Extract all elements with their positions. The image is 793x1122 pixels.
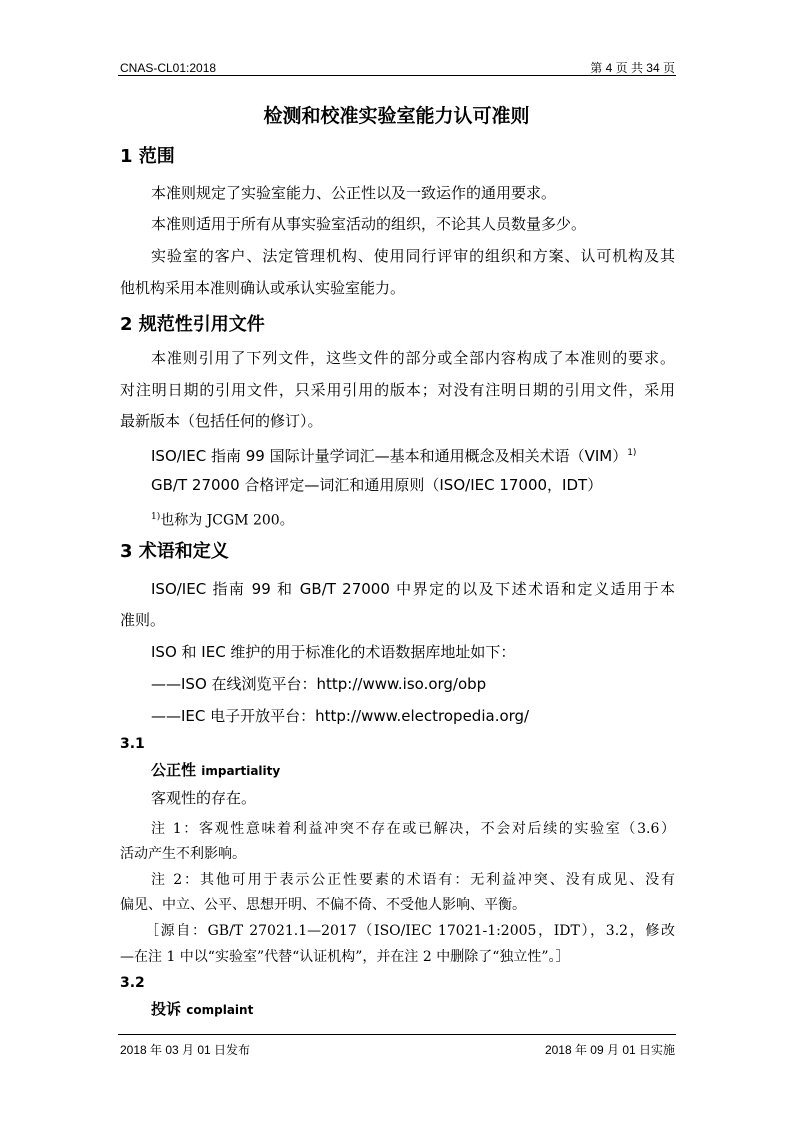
paragraph: 本准则引用了下列文件，这些文件的部分或全部内容构成了本准则的要求。: [151, 349, 675, 367]
footnote-text: 也称为 JCGM 200。: [160, 512, 294, 529]
footer-effective-date: 2018 年 09 月 01 日实施: [544, 1043, 675, 1057]
note: 注 2：其他可用于表示公正性要素的术语有：无利益冲突、没有成见、没有: [151, 872, 675, 888]
header-rule: [118, 75, 676, 76]
iso-link-line[interactable]: ——ISO 在线浏览平台：http://www.iso.org/obp: [151, 675, 487, 693]
header-doc-id: CNAS-CL01:2018: [120, 61, 217, 75]
header-page-info: 第 4 页 共 34 页: [590, 61, 675, 75]
section-2-heading: 2 规范性引用文件: [120, 314, 265, 335]
paragraph: ISO/IEC 指南 99 和 GB/T 27000 中界定的以及下述术语和定义适用于本: [151, 580, 675, 598]
term-number: 3.1: [120, 736, 145, 752]
term-definition: 客观性的存在。: [151, 789, 257, 807]
note: 活动产生不利影响。: [120, 846, 246, 862]
term-number: 3.2: [120, 975, 145, 991]
term-en: impartiality: [201, 764, 281, 778]
term-heading: [151, 999, 253, 1020]
paragraph: 本准则规定了实验室能力、公正性以及一致运作的通用要求。: [151, 184, 557, 202]
section-1-heading: 1 范围: [120, 146, 175, 167]
section-3-heading: 3 术语和定义: [120, 541, 229, 562]
paragraph: 实验室的客户、法定管理机构、使用同行评审的组织和方案、认可机构及其: [151, 247, 675, 265]
reference-text: ISO/IEC 指南 99 国际计量学词汇—基本和通用概念及相关术语（VIM）: [151, 447, 628, 465]
term-zh: 投诉: [151, 1000, 182, 1018]
footnote-marker: 1): [151, 512, 161, 522]
reference-item: GB/T 27000 合格评定—词汇和通用原则（ISO/IEC 17000，IDT）: [151, 476, 603, 494]
paragraph: ISO 和 IEC 维护的用于标准化的术语数据库地址如下：: [151, 643, 516, 661]
paragraph: 对注明日期的引用文件，只采用引用的版本；对没有注明日期的引用文件，采用: [120, 381, 675, 399]
term-heading: [151, 760, 280, 781]
page-title: 检测和校准实验室能力认可准则: [263, 105, 530, 127]
term-zh: 公正性: [151, 761, 197, 779]
iec-link-line[interactable]: ——IEC 电子开放平台：http://www.electropedia.org/: [151, 707, 530, 725]
footnote: [151, 507, 294, 531]
footer-issued-date: 2018 年 03 月 01 日发布: [120, 1043, 251, 1057]
note: 偏见、中立、公平、思想开明、不偏不倚、不受他人影响、平衡。: [120, 897, 526, 913]
paragraph: 准则。: [120, 611, 166, 629]
paragraph: 本准则适用于所有从事实验室活动的组织，不论其人员数量多少。: [151, 215, 587, 233]
paragraph: 最新版本（包括任何的修订）。: [120, 412, 323, 430]
term-en: complaint: [186, 1003, 254, 1017]
footer-rule: [118, 1034, 676, 1035]
paragraph: 他机构采用本准则确认或承认实验室能力。: [120, 279, 406, 297]
note: 注 1：客观性意味着利益冲突不存在或已解决，不会对后续的实验室（3.6）: [151, 821, 675, 837]
source-note: ［源自：GB/T 27021.1—2017（ISO/IEC 17021-1:2005，IDT），3.2，修改: [145, 923, 675, 939]
source-note: —在注 1 中以“实验室”代替“认证机构”，并在注 2 中删除了“独立性”。］: [120, 949, 570, 965]
reference-item: [151, 443, 636, 466]
footnote-marker: 1): [627, 448, 637, 458]
